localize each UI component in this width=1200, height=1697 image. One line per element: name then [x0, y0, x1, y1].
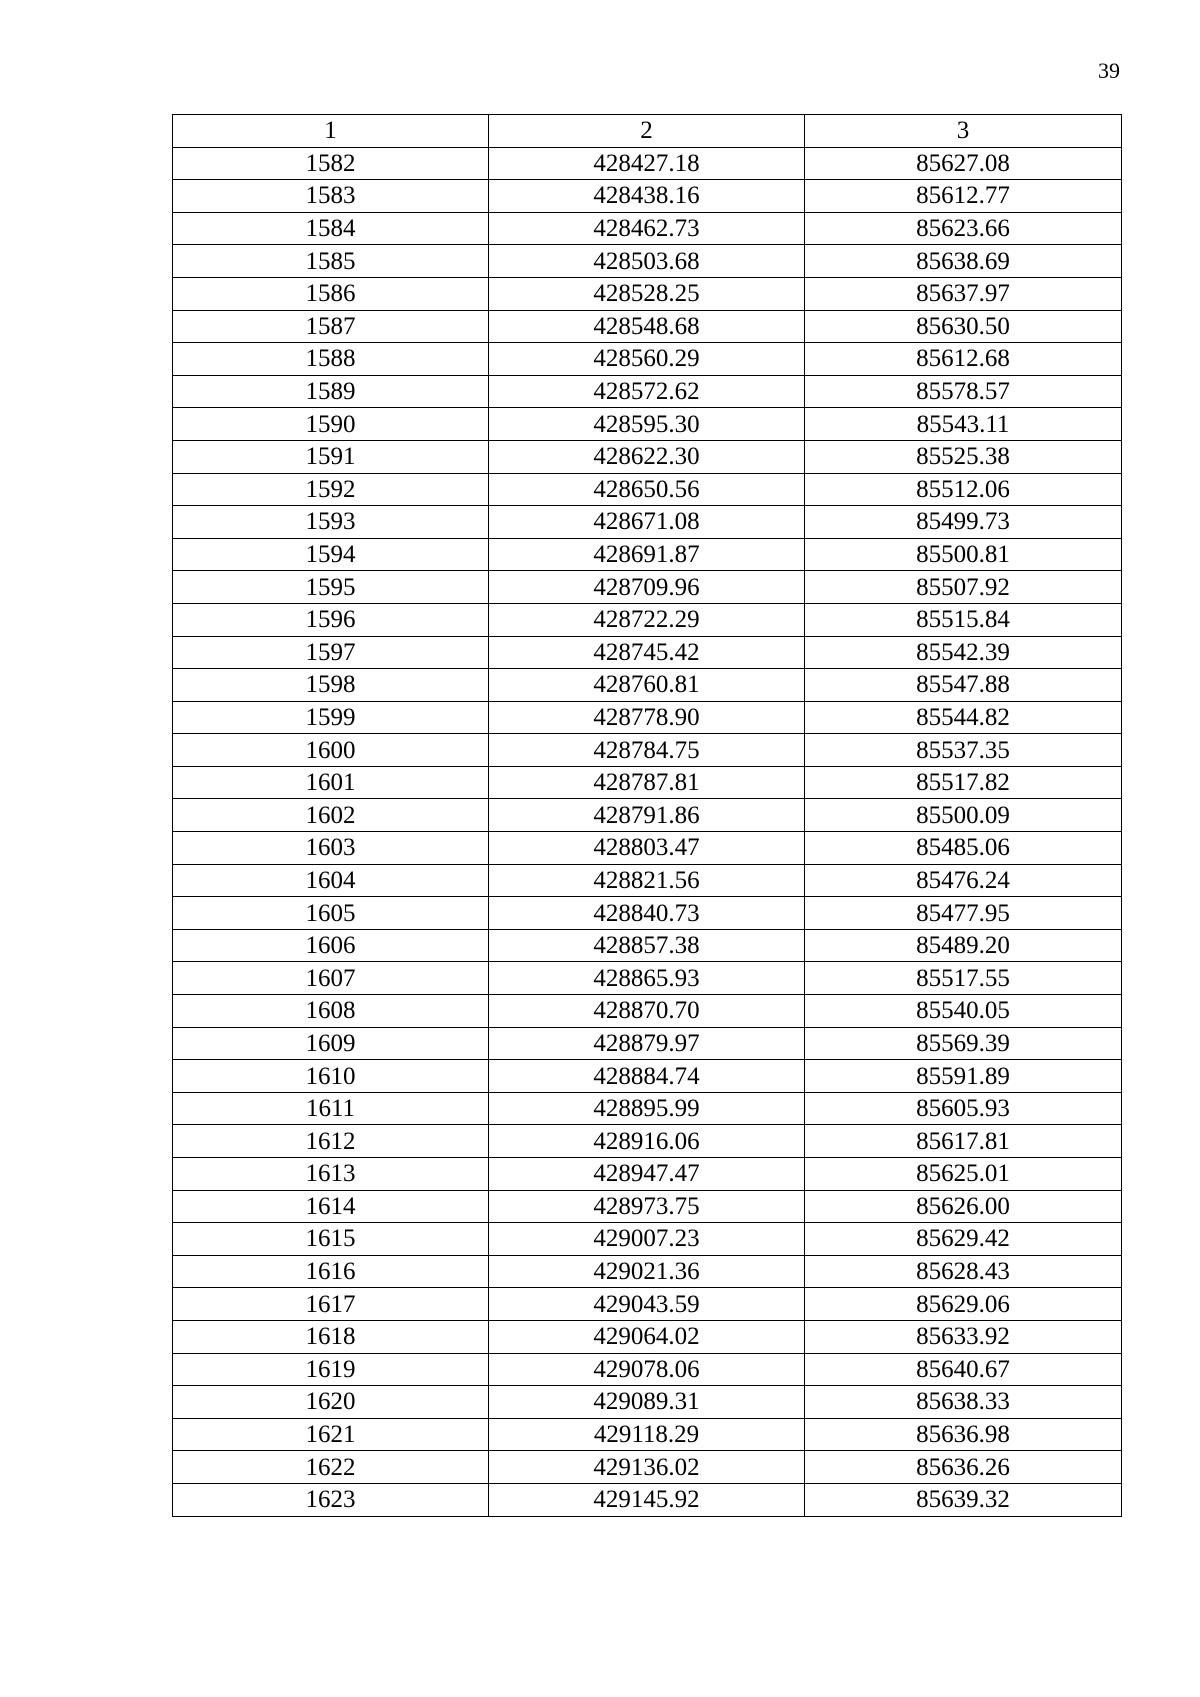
y-coordinate-cell: 85485.06: [805, 832, 1122, 865]
table-row: [173, 212, 1122, 245]
point-number-cell: 1615: [173, 1223, 489, 1256]
y-coordinate-cell: 85540.05: [805, 995, 1122, 1028]
table-row: [173, 636, 1122, 669]
point-number-cell: 1610: [173, 1060, 489, 1093]
point-number-cell: 1597: [173, 636, 489, 669]
x-coordinate-cell: 428870.70: [489, 995, 805, 1028]
y-coordinate-cell: 85636.26: [805, 1451, 1122, 1484]
point-number-cell: 1620: [173, 1386, 489, 1419]
y-coordinate-cell: 85629.42: [805, 1223, 1122, 1256]
y-coordinate-cell: 85612.68: [805, 343, 1122, 376]
x-coordinate-cell: 428572.62: [489, 375, 805, 408]
y-coordinate-cell: 85638.33: [805, 1386, 1122, 1419]
point-number-cell: 1586: [173, 277, 489, 310]
x-coordinate-cell: 428787.81: [489, 766, 805, 799]
table-row: [173, 1190, 1122, 1223]
point-number-cell: 1604: [173, 864, 489, 897]
point-number-cell: 1592: [173, 473, 489, 506]
table-row: [173, 571, 1122, 604]
table-row: [173, 1288, 1122, 1321]
point-number-cell: 1587: [173, 310, 489, 343]
point-number-cell: 1611: [173, 1092, 489, 1125]
x-coordinate-cell: 428548.68: [489, 310, 805, 343]
table-row: [173, 995, 1122, 1028]
table-row: [173, 701, 1122, 734]
y-coordinate-cell: 85525.38: [805, 440, 1122, 473]
x-coordinate-cell: 428671.08: [489, 506, 805, 539]
table-row: [173, 343, 1122, 376]
y-coordinate-cell: 85637.97: [805, 277, 1122, 310]
x-coordinate-cell: 429145.92: [489, 1483, 805, 1516]
point-number-cell: 1583: [173, 180, 489, 213]
y-coordinate-cell: 85537.35: [805, 734, 1122, 767]
point-number-cell: 1606: [173, 929, 489, 962]
y-coordinate-cell: 85640.67: [805, 1353, 1122, 1386]
x-coordinate-cell: 429136.02: [489, 1451, 805, 1484]
x-coordinate-cell: 428884.74: [489, 1060, 805, 1093]
point-number-cell: 1618: [173, 1320, 489, 1353]
point-number-cell: 1613: [173, 1158, 489, 1191]
header-cell-1: 1: [173, 115, 489, 148]
point-number-cell: 1596: [173, 603, 489, 636]
y-coordinate-cell: 85569.39: [805, 1027, 1122, 1060]
coordinates-table: [172, 114, 1122, 1517]
table-row: [173, 538, 1122, 571]
y-coordinate-cell: 85626.00: [805, 1190, 1122, 1223]
point-number-cell: 1608: [173, 995, 489, 1028]
y-coordinate-cell: 85515.84: [805, 603, 1122, 636]
page-number: 39: [1098, 58, 1120, 83]
y-coordinate-cell: 85630.50: [805, 310, 1122, 343]
table-row: [173, 929, 1122, 962]
table-row: [173, 799, 1122, 832]
point-number-cell: 1582: [173, 147, 489, 180]
header-cell-3: 3: [805, 115, 1122, 148]
table-row: [173, 603, 1122, 636]
x-coordinate-cell: 429089.31: [489, 1386, 805, 1419]
x-coordinate-cell: 428560.29: [489, 343, 805, 376]
point-number-cell: 1617: [173, 1288, 489, 1321]
x-coordinate-cell: 428427.18: [489, 147, 805, 180]
table-row: [173, 962, 1122, 995]
table-row: [173, 375, 1122, 408]
table-row: [173, 277, 1122, 310]
point-number-cell: 1614: [173, 1190, 489, 1223]
y-coordinate-cell: 85623.66: [805, 212, 1122, 245]
x-coordinate-cell: 429007.23: [489, 1223, 805, 1256]
x-coordinate-cell: 429064.02: [489, 1320, 805, 1353]
point-number-cell: 1607: [173, 962, 489, 995]
y-coordinate-cell: 85617.81: [805, 1125, 1122, 1158]
x-coordinate-cell: 428973.75: [489, 1190, 805, 1223]
x-coordinate-cell: 428650.56: [489, 473, 805, 506]
table-row: [173, 897, 1122, 930]
x-coordinate-cell: 428865.93: [489, 962, 805, 995]
table-row: [173, 473, 1122, 506]
table-row: [173, 864, 1122, 897]
x-coordinate-cell: 428821.56: [489, 864, 805, 897]
point-number-cell: 1605: [173, 897, 489, 930]
point-number-cell: 1598: [173, 669, 489, 702]
x-coordinate-cell: 428895.99: [489, 1092, 805, 1125]
table-row: [173, 1451, 1122, 1484]
y-coordinate-cell: 85636.98: [805, 1418, 1122, 1451]
table-row: [173, 734, 1122, 767]
y-coordinate-cell: 85500.81: [805, 538, 1122, 571]
y-coordinate-cell: 85578.57: [805, 375, 1122, 408]
table-row: [173, 1092, 1122, 1125]
point-number-cell: 1612: [173, 1125, 489, 1158]
x-coordinate-cell: 428784.75: [489, 734, 805, 767]
y-coordinate-cell: 85507.92: [805, 571, 1122, 604]
x-coordinate-cell: 428745.42: [489, 636, 805, 669]
table-row: [173, 766, 1122, 799]
table-row: [173, 1060, 1122, 1093]
x-coordinate-cell: 428778.90: [489, 701, 805, 734]
table-row: [173, 1255, 1122, 1288]
table-row: [173, 832, 1122, 865]
table-header: [173, 115, 1122, 148]
y-coordinate-cell: 85489.20: [805, 929, 1122, 962]
table-row: [173, 1027, 1122, 1060]
x-coordinate-cell: 428947.47: [489, 1158, 805, 1191]
table-row: [173, 1223, 1122, 1256]
x-coordinate-cell: 429043.59: [489, 1288, 805, 1321]
table-body: [173, 147, 1122, 1516]
x-coordinate-cell: 428879.97: [489, 1027, 805, 1060]
y-coordinate-cell: 85628.43: [805, 1255, 1122, 1288]
x-coordinate-cell: 428857.38: [489, 929, 805, 962]
table-row: [173, 147, 1122, 180]
point-number-cell: 1599: [173, 701, 489, 734]
point-number-cell: 1622: [173, 1451, 489, 1484]
table-row: [173, 180, 1122, 213]
x-coordinate-cell: 428462.73: [489, 212, 805, 245]
header-cell-2: 2: [489, 115, 805, 148]
x-coordinate-cell: 429021.36: [489, 1255, 805, 1288]
table-row: [173, 440, 1122, 473]
x-coordinate-cell: 428760.81: [489, 669, 805, 702]
table-row: [173, 1320, 1122, 1353]
point-number-cell: 1601: [173, 766, 489, 799]
point-number-cell: 1609: [173, 1027, 489, 1060]
table-row: [173, 310, 1122, 343]
x-coordinate-cell: 428438.16: [489, 180, 805, 213]
y-coordinate-cell: 85625.01: [805, 1158, 1122, 1191]
x-coordinate-cell: 428595.30: [489, 408, 805, 441]
point-number-cell: 1616: [173, 1255, 489, 1288]
table-row: [173, 1158, 1122, 1191]
table-row: [173, 1353, 1122, 1386]
y-coordinate-cell: 85542.39: [805, 636, 1122, 669]
table-row: [173, 1418, 1122, 1451]
point-number-cell: 1591: [173, 440, 489, 473]
y-coordinate-cell: 85638.69: [805, 245, 1122, 278]
x-coordinate-cell: 428503.68: [489, 245, 805, 278]
point-number-cell: 1621: [173, 1418, 489, 1451]
point-number-cell: 1584: [173, 212, 489, 245]
table-row: [173, 669, 1122, 702]
point-number-cell: 1590: [173, 408, 489, 441]
y-coordinate-cell: 85629.06: [805, 1288, 1122, 1321]
y-coordinate-cell: 85517.55: [805, 962, 1122, 995]
y-coordinate-cell: 85500.09: [805, 799, 1122, 832]
x-coordinate-cell: 429078.06: [489, 1353, 805, 1386]
y-coordinate-cell: 85512.06: [805, 473, 1122, 506]
x-coordinate-cell: 428916.06: [489, 1125, 805, 1158]
point-number-cell: 1623: [173, 1483, 489, 1516]
y-coordinate-cell: 85477.95: [805, 897, 1122, 930]
point-number-cell: 1594: [173, 538, 489, 571]
x-coordinate-cell: 429118.29: [489, 1418, 805, 1451]
point-number-cell: 1589: [173, 375, 489, 408]
x-coordinate-cell: 428528.25: [489, 277, 805, 310]
point-number-cell: 1600: [173, 734, 489, 767]
y-coordinate-cell: 85476.24: [805, 864, 1122, 897]
y-coordinate-cell: 85633.92: [805, 1320, 1122, 1353]
table-row: [173, 408, 1122, 441]
y-coordinate-cell: 85499.73: [805, 506, 1122, 539]
y-coordinate-cell: 85591.89: [805, 1060, 1122, 1093]
table-row: [173, 1386, 1122, 1419]
point-number-cell: 1602: [173, 799, 489, 832]
y-coordinate-cell: 85605.93: [805, 1092, 1122, 1125]
point-number-cell: 1603: [173, 832, 489, 865]
y-coordinate-cell: 85517.82: [805, 766, 1122, 799]
point-number-cell: 1593: [173, 506, 489, 539]
y-coordinate-cell: 85627.08: [805, 147, 1122, 180]
x-coordinate-cell: 428709.96: [489, 571, 805, 604]
table-header-row: [173, 115, 1122, 148]
y-coordinate-cell: 85544.82: [805, 701, 1122, 734]
x-coordinate-cell: 428803.47: [489, 832, 805, 865]
table-row: [173, 506, 1122, 539]
table-row: [173, 1125, 1122, 1158]
table-row: [173, 245, 1122, 278]
y-coordinate-cell: 85547.88: [805, 669, 1122, 702]
y-coordinate-cell: 85543.11: [805, 408, 1122, 441]
x-coordinate-cell: 428691.87: [489, 538, 805, 571]
x-coordinate-cell: 428622.30: [489, 440, 805, 473]
x-coordinate-cell: 428722.29: [489, 603, 805, 636]
point-number-cell: 1595: [173, 571, 489, 604]
point-number-cell: 1588: [173, 343, 489, 376]
y-coordinate-cell: 85612.77: [805, 180, 1122, 213]
table-row: [173, 1483, 1122, 1516]
x-coordinate-cell: 428840.73: [489, 897, 805, 930]
y-coordinate-cell: 85639.32: [805, 1483, 1122, 1516]
x-coordinate-cell: 428791.86: [489, 799, 805, 832]
point-number-cell: 1585: [173, 245, 489, 278]
point-number-cell: 1619: [173, 1353, 489, 1386]
